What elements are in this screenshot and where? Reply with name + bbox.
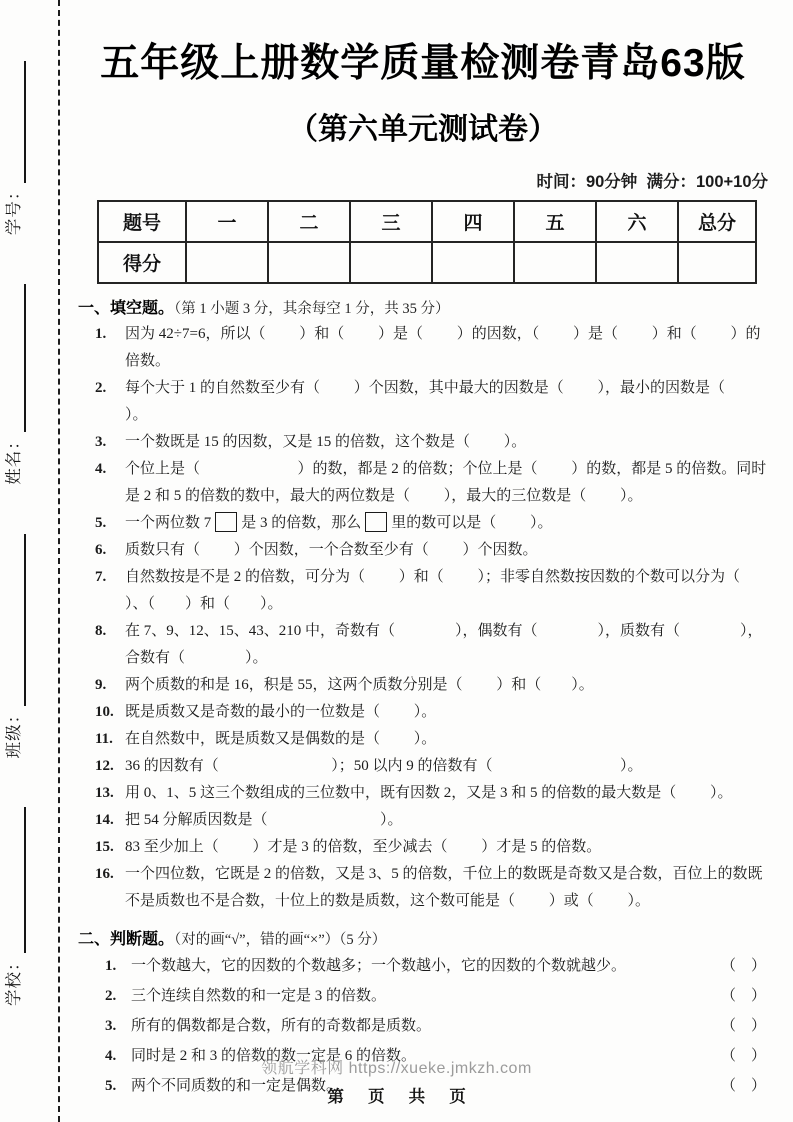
question-text: 36 的因数有（ ）；50 以内 9 的倍数有（ ）。 [125, 758, 643, 774]
student-id-label: 学号： [4, 182, 23, 236]
score-cell [596, 242, 678, 283]
score-header-cell: 三 [350, 201, 432, 242]
exam-meta: 时间：90分钟 满分：100+10分 [536, 173, 768, 191]
question-text: 一个四位数，它既是 2 的倍数，又是 3、5 的倍数，千位上的数既是奇数又是合数，百位上的数既不是质数也不是合数，十位上的数是质数，这个数可能是（ ）或（ ）。 [125, 866, 763, 909]
student-id-write-line [24, 61, 26, 183]
student-info-id [0, 61, 26, 236]
question-text: 个位上是（ ）的数，都是 2 的倍数；个位上是（ ）的数，都是 5 的倍数。同时是 2 和 5 的倍数的数中，最大的两位数是（ ），最大的三位数是（ ）。 [125, 461, 767, 504]
score-header-cell: 二 [268, 201, 350, 242]
question-text: 一个两位数 7 [125, 515, 212, 531]
question-text: 两个质数的和是 16，积是 55，这两个质数分别是（ ）和（ ）。 [125, 677, 594, 693]
fill-question [95, 564, 771, 618]
question-text: 里的数可以是（ ）。 [391, 515, 553, 531]
fill-question [95, 537, 768, 564]
question-number: 9. [95, 677, 107, 693]
question-text: 一个数越大，它的因数的个数越多；一个数越小，它的因数的个数就越少。 [131, 958, 627, 974]
score-cell [350, 242, 432, 283]
question-number: 4. [95, 461, 107, 477]
question-number: 5. [95, 515, 107, 531]
answer-box [215, 512, 237, 532]
name-label: 姓名： [4, 432, 23, 485]
section-judge-title: 二、判断题。 [78, 931, 175, 948]
judge-question [105, 1011, 768, 1041]
paper-content [78, 0, 771, 1101]
student-info-margin [0, 0, 58, 1122]
section-fill-note: （第 1 小题 3 分，其余每空 1 分，共 35 分） [174, 301, 450, 317]
fill-question [95, 834, 768, 861]
section-fill-title: 一、填空题。 [78, 300, 175, 317]
score-table-header-row [98, 201, 756, 242]
fill-question [95, 699, 768, 726]
page-number: 第 页 共 页 [327, 1087, 476, 1106]
section-fill-header [78, 295, 768, 318]
score-cell [678, 242, 756, 283]
question-text: 三个连续自然数的和一定是 3 的倍数。 [131, 988, 387, 1004]
question-text: 同时是 2 和 3 的倍数的数一定是 6 的倍数。 [131, 1048, 417, 1064]
score-header-cell: 题号 [98, 201, 186, 242]
fill-question [95, 861, 768, 915]
fill-question [95, 618, 768, 672]
answer-box [365, 512, 387, 532]
fill-question-list [78, 321, 771, 915]
question-text: 所有的偶数都是合数，所有的奇数都是质数。 [131, 1018, 432, 1034]
judge-question [105, 951, 768, 981]
question-number: 2. [95, 380, 107, 396]
judge-answer-paren: （ ） [720, 1018, 766, 1034]
section-judge-header [78, 926, 768, 949]
question-number: 6. [95, 542, 107, 558]
fill-question [95, 375, 768, 429]
score-cell [514, 242, 596, 283]
question-number: 14. [95, 812, 114, 828]
fill-question [95, 672, 768, 699]
fill-question [95, 807, 768, 834]
score-header-cell: 总分 [678, 201, 756, 242]
student-info-name [0, 284, 26, 485]
page-footer [0, 1055, 793, 1107]
question-number: 7. [95, 569, 107, 585]
question-text: 因为 42÷7=6，所以（ ）和（ ）是（ ）的因数，（ ）是（ ）和（ ）的倍数。 [125, 326, 761, 369]
fill-question [95, 321, 768, 375]
school-label: 学校： [4, 953, 23, 1006]
score-header-cell: 一 [186, 201, 268, 242]
question-number: 10. [95, 704, 114, 720]
fill-question [95, 780, 768, 807]
question-number: 11. [95, 731, 113, 747]
fill-question [95, 753, 768, 780]
question-text: 质数只有（ ）个因数，一个合数至少有（ ）个因数。 [125, 542, 538, 558]
question-text: 把 54 分解质因数是（ ）。 [125, 812, 403, 828]
question-number: 5. [105, 1078, 117, 1094]
class-write-line [24, 534, 26, 706]
question-number: 2. [105, 988, 117, 1004]
fill-question [95, 456, 768, 510]
question-number: 16. [95, 866, 114, 882]
student-info-class [0, 534, 26, 759]
question-text: 一个数既是 15 的因数，又是 15 的倍数，这个数是（ ）。 [125, 434, 527, 450]
judge-answer-paren: （ ） [720, 958, 766, 974]
question-number: 3. [105, 1018, 117, 1034]
watermark-site-link: 领航学科网 https://xueke.jmkzh.com [261, 1060, 532, 1077]
question-text: 用 0、1、5 这三个数组成的三位数中，既有因数 2，又是 3 和 5 的倍数的最大数是（ ）。 [125, 785, 733, 801]
question-number: 15. [95, 839, 114, 855]
question-text: 是 3 的倍数，那么 [241, 515, 362, 531]
question-text: 既是质数又是奇数的最小的一位数是（ ）。 [125, 704, 437, 720]
paper-title: 五年级上册数学质量检测卷青岛63版 [100, 42, 746, 85]
judge-answer-paren: （ ） [720, 1048, 766, 1064]
judge-answer-paren: （ ） [720, 988, 766, 1004]
school-write-line [24, 808, 26, 954]
judge-question [105, 981, 768, 1011]
question-text: 每个大于 1 的自然数至少有（ ）个因数，其中最大的因数是（ ），最小的因数是（ ）。 [125, 380, 759, 423]
question-number: 8. [95, 623, 107, 639]
question-text: 自然数按是不是 2 的倍数，可分为（ ）和（ ）；非零自然数按因数的个数可以分为（ ）、（ ）和（ ）。 [125, 569, 771, 612]
question-number: 13. [95, 785, 114, 801]
score-cell [186, 242, 268, 283]
class-label: 班级： [4, 705, 23, 759]
score-row-label: 得分 [98, 242, 186, 283]
student-info-school [0, 808, 26, 1007]
score-cell [268, 242, 350, 283]
binding-dashed-line [58, 0, 60, 1122]
score-table [97, 200, 757, 284]
fill-question [95, 726, 768, 753]
question-text: 在自然数中，既是质数又是偶数的是（ ）。 [125, 731, 437, 747]
question-number: 1. [105, 958, 117, 974]
question-number: 4. [105, 1048, 117, 1064]
question-text: 83 至少加上（ ）才是 3 的倍数，至少减去（ ）才是 5 的倍数。 [125, 839, 602, 855]
score-header-cell: 五 [514, 201, 596, 242]
fill-question [95, 429, 768, 456]
score-table-score-row [98, 242, 756, 283]
question-number: 1. [95, 326, 107, 342]
name-write-line [24, 284, 26, 432]
score-header-cell: 六 [596, 201, 678, 242]
score-header-cell: 四 [432, 201, 514, 242]
judge-answer-paren: （ ） [720, 1078, 766, 1094]
paper-subtitle: （第六单元测试卷） [288, 113, 558, 146]
question-text: 两个不同质数的和一定是偶数。 [131, 1078, 342, 1094]
fill-question [95, 510, 768, 537]
question-number: 12. [95, 758, 114, 774]
question-number: 3. [95, 434, 107, 450]
score-cell [432, 242, 514, 283]
question-text: 在 7、9、12、15、43、210 中，奇数有（ ），偶数有（ ），质数有（ ），合数有（ ）。 [125, 623, 763, 666]
section-judge-note: （对的画“√”，错的画“×”）（5 分） [174, 932, 387, 948]
